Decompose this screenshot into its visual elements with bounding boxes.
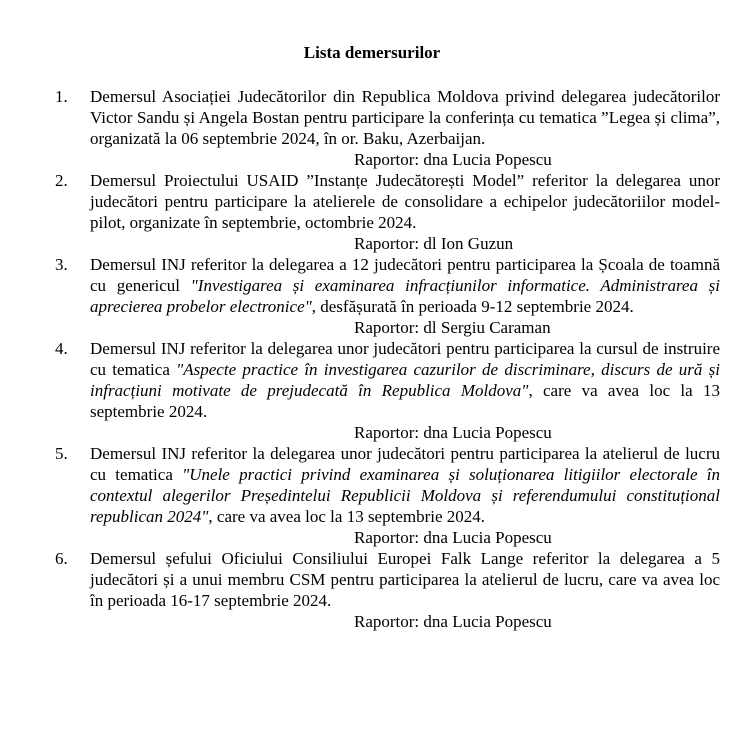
item-text-plain: Demersul Proiectului USAID ”Instanțe Judecătorești Model” referitor la delegarea unor judecători pentru participare la atelierele de consolidare a echipelor judecătoriilor model-pilot, organizate în septembrie, octombrie 2024. xyxy=(90,171,720,232)
item-reporter: Raportor: dl Ion Guzun xyxy=(354,234,514,253)
item-reporter: Raportor: dna Lucia Popescu xyxy=(354,528,552,547)
item-text-plain-end: , desfășurată în perioada 9-12 septembrie 2024. xyxy=(311,297,634,316)
item-text xyxy=(90,548,720,611)
item-text-plain-end: , care va avea loc la 13 septembrie 2024. xyxy=(90,381,720,421)
item-text-plain: Demersul INJ referitor la delegarea a 12 judecători pentru participarea la Școala de toamnă cu genericul xyxy=(90,255,720,295)
list-item xyxy=(0,338,744,443)
item-text xyxy=(90,443,720,527)
item-text-plain: Demersul Asociației Judecătorilor din Republica Moldova privind delegarea judecătorilor Victor Sandu și Angela Bostan pentru participare la conferința cu tematica ”Legea și clima”, organizată la 06 septembrie 2024, în or. Baku, Azerbaijan. xyxy=(90,87,720,148)
item-reporter: Raportor: dl Sergiu Caraman xyxy=(354,318,551,337)
item-text xyxy=(90,338,720,422)
item-number: 4. xyxy=(55,339,68,358)
item-text-plain-end: , care va avea loc la 13 septembrie 2024. xyxy=(208,507,486,526)
item-reporter: Raportor: dna Lucia Popescu xyxy=(354,150,552,169)
item-text-plain: Demersul INJ referitor la delegarea unor judecători pentru participarea la atelierul de lucru cu tematica xyxy=(90,444,720,484)
list-item xyxy=(0,254,744,338)
list-item xyxy=(0,86,744,170)
item-text-plain: Demersul șefului Oficiului Consiliului Europei Falk Lange referitor la delegarea a 5 judecători și a unui membru CSM pentru participarea la atelierul de lucru, care va avea loc în perioada 16-17 septembrie 2024. xyxy=(90,549,720,610)
item-text-plain: Demersul INJ referitor la delegarea unor judecători pentru participarea la cursul de instruire cu tematica xyxy=(90,339,720,379)
document-title: Lista demersurilor xyxy=(303,43,441,62)
item-text-italic: "Aspecte practice în investigarea cazurilor de discriminare, discurs de ură și infracțiuni motivate de prejudecată în Republica Moldova" xyxy=(90,360,720,400)
item-text xyxy=(90,170,720,233)
item-reporter: Raportor: dna Lucia Popescu xyxy=(354,612,552,631)
item-text-italic: "Unele practici privind examinarea și soluționarea litigiilor electorale în contextul alegerilor Președintelui Republicii Moldova și referendumului constituțional republican 2024" xyxy=(90,465,720,526)
item-number: 5. xyxy=(55,444,68,463)
item-number: 6. xyxy=(55,549,68,568)
list-item xyxy=(0,548,744,632)
item-text xyxy=(90,254,720,317)
item-number: 2. xyxy=(55,171,68,190)
demersuri-list xyxy=(0,86,744,632)
list-item xyxy=(0,170,744,254)
list-item xyxy=(0,443,744,548)
item-reporter: Raportor: dna Lucia Popescu xyxy=(354,423,552,442)
item-number: 1. xyxy=(55,87,68,106)
item-number: 3. xyxy=(55,255,68,274)
item-text xyxy=(90,86,720,149)
item-text-italic: "Investigarea și examinarea infracțiunilor informatice. Administrarea și aprecierea probelor electronice" xyxy=(90,276,720,316)
